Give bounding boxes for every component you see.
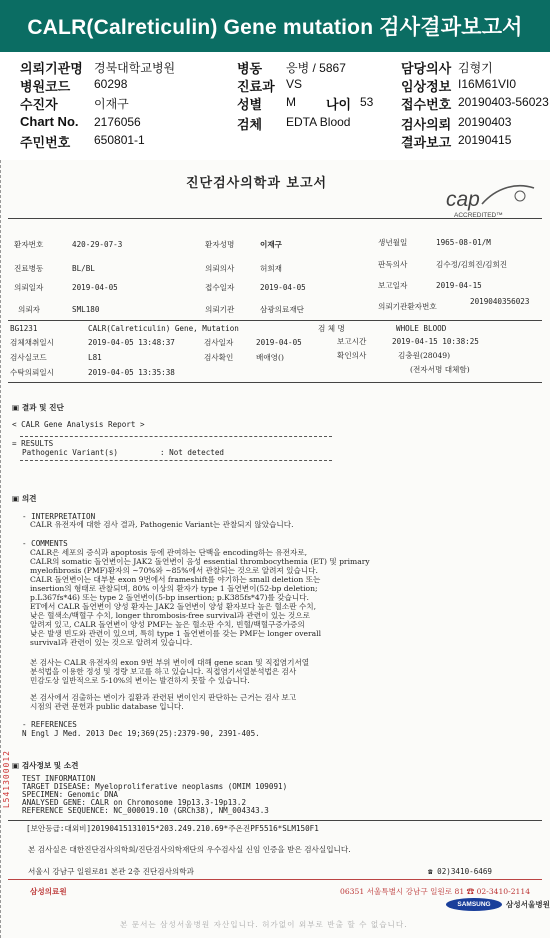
time-value-5: 배애영() [256,353,284,362]
test-info-line: TEST INFORMATION [22,774,96,783]
row4-value2: 삼광의료재단 [260,305,305,314]
label-clinical-info: 임상정보 [401,79,452,94]
info-section-heading: ▣ 검사정보 및 소견 [12,761,79,770]
time-label-1: 검체채취일시 [10,338,55,347]
label-doctor: 담당의사 [401,61,452,76]
time-value-2: 2019-04-05 [256,338,302,347]
label-report-date: 결과보고 [401,135,452,150]
e-signature-note: (전자서명 대체함) [410,365,470,374]
label-collector: 수진자 [20,97,58,112]
time-label-2: 검사일자 [204,338,234,347]
value-chart-no: 2176056 [94,115,141,129]
value-report-date: 20190415 [458,133,512,147]
test-code: BG1231 [10,324,38,333]
label-age: 나이 [326,97,352,112]
row3-label2: 접수일자 [205,283,235,292]
info-rule [8,320,542,321]
test-info-line: ANALYSED GENE: CALR on Chromosome 19p13.3-19p13.2 [22,798,247,807]
time-label-3: 보고시간 [337,337,367,346]
comment-line: 알려져 있고, CALR 돌연변이 양성 PMF는 높은 혈소판 수치, 빈혈/백혈구증가증의 [30,620,305,629]
value-clinical-info: I16M61VI0 [458,77,517,91]
comment-line: 시점의 관련 문헌과 public database 입니다. [30,702,184,711]
label-department: 진료과 [237,79,275,94]
row2-value2: 허희재 [260,264,283,273]
comment-line: 본 검사에서 검출하는 변이가 질환과 관련된 변이인지 판단하는 근거는 검사 보고 [30,693,297,702]
label-hospital-code: 병원코드 [20,79,71,94]
value-request-date: 20190403 [458,115,512,129]
row1-label1: 환자번호 [14,240,44,249]
test-info-line: TARGET DISEASE: Myeloproliferative neoplasms (OMIM 109091) [22,782,288,791]
row4-value3: 2019040356023 [470,297,530,306]
value-ward: 응병 / 5867 [286,61,346,75]
report-heading: 진단검사의학과 보고서 [186,176,328,191]
results-label: = RESULTS [12,439,54,448]
row4-label3: 의뢰기관환자번호 [378,302,437,311]
cap-swoosh-icon [480,184,536,210]
label-institution: 의뢰기관명 [20,61,83,76]
top-rule [8,218,542,219]
issue-line: [보안등급:대외비]20190415131015*203.249.210.69*주온진PF5516*SLM150F1 [26,824,319,833]
footer-brand: 삼성의료원 [30,887,67,896]
comment-line: 본 검사는 CALR 유전자의 exon 9번 부위 변이에 대해 gene scan 및 직접염기서열 [30,658,310,667]
hospital-name: 삼성서울병원 [506,900,550,909]
phone-line: ☎ 02)3410-6469 [428,867,493,876]
analysis-report-heading: < CALR Gene Analysis Report > [12,420,145,429]
comment-line: 낮은 혈색소/백혈구 수치, longer thrombosis-free survival과 관련이 있는 것으로 [30,611,310,620]
opinion-section-heading: ▣ 의견 [12,494,37,503]
times-rule [8,382,542,383]
cap-logo-text: cap [446,188,480,211]
footer-notice: 본 문서는 삼성서울병원 자산입니다. 허가없이 외부로 반출 할 수 없습니다. [120,920,408,929]
label-specimen: 검체 [237,117,263,132]
time-value-3: 2019-04-15 10:38:25 [392,337,479,346]
variant-value: : Not detected [160,448,225,457]
value-specimen: EDTA Blood [286,115,351,129]
interpretation-text: CALR 유전자에 대한 검사 결과, Pathogenic Variant는 관찰되지 않았습니다. [30,520,294,529]
value-resident-no: 650801-1 [94,133,145,147]
row4-label2: 의뢰기관 [205,305,235,314]
row4-label1: 의뢰자 [18,305,41,314]
row3-value3: 2019-04-15 [436,281,482,290]
value-hospital-code: 60298 [94,77,128,91]
label-ward: 병동 [237,61,263,76]
comment-line: 민감도상 일반적으로 5-10%의 변이는 발견하지 못할 수 있습니다. [30,676,250,685]
time-value-6: 김충원(28049) [398,351,451,360]
row1-value3: 1965-08-01/M [436,238,491,247]
row2-value1: BL/BL [72,264,95,273]
comments-label: - COMMENTS [22,539,68,548]
comment-line: survival과 관련이 있는 것으로 알려져 있습니다. [30,638,193,647]
value-receipt-no: 20190403-56023 [458,95,549,109]
row2-label2: 의뢰의사 [205,264,235,273]
row4-value1: SML180 [72,305,100,314]
row3-label3: 보고일자 [378,281,408,290]
time-value-7: 2019-04-05 13:35:38 [88,368,175,377]
report-title: CALR(Calreticulin) Gene mutation 검사결과보고서 [0,0,550,52]
result-section-heading: ▣ 결과 및 진단 [12,403,64,412]
side-barcode-number: L541300012 [2,750,11,809]
label-request-date: 검사의뢰 [401,117,452,132]
time-label-6: 확인의사 [337,351,367,360]
time-value-4: L81 [88,353,102,362]
bottom-rule [8,820,542,821]
label-sex: 성별 [237,97,263,112]
interpretation-label: - INTERPRETATION [22,512,96,521]
test-info-line: SPECIMEN: Genomic DNA [22,790,119,799]
perforation-edge [0,160,5,938]
row3-value1: 2019-04-05 [72,283,118,292]
specimen-value: WHOLE BLOOD [396,324,447,333]
comment-line: 낮은 발생 빈도와 관련이 있으며, 특히 type 1 돌연변이를 갖는 PMF는 longer overall [30,629,322,638]
label-chart-no: Chart No. [20,114,79,129]
row2-label3: 판독의사 [378,260,408,269]
comment-line: ET에서 CALR 돌연변이 양성 환자는 JAK2 돌연변이 양성 환자보다 높은 혈소판 수치, [30,602,317,611]
row1-label3: 생년월일 [378,238,408,247]
address-line: 서울시 강남구 일원로81 본관 2층 진단검사의학과 [28,867,194,876]
specimen-label: 검 체 명 [318,324,345,333]
comment-line: myelofibrosis (PMF)환자의 ~70%와 ~85%에서 관찰되는 것으로 알려져 있습니다. [30,566,318,575]
row3-value2: 2019-04-05 [260,283,306,292]
label-receipt-no: 접수번호 [401,97,452,112]
cap-accredited-text: ACCREDITED™ [454,212,503,219]
value-collector: 이재구 [94,97,129,111]
row3-label1: 의뢰일자 [14,283,44,292]
reference-text: N Engl J Med. 2013 Dec 19;369(25):2379-90, 2391-405. [22,729,260,738]
value-age: 53 [360,95,374,109]
value-sex: M [286,95,296,109]
comment-line: p.L367fs*46) 또는 type 2 돌연변이(5-bp insertion; p.K385fs*47)를 갖습니다. [30,593,309,602]
comment-line: CALR 돌연변이는 대부분 exon 9번에서 frameshift를 야기하는 small deletion 또는 [30,575,321,584]
time-label-4: 검사실코드 [10,353,47,362]
value-doctor: 김형기 [458,61,493,75]
time-label-7: 수탁의뢰일시 [10,368,55,377]
footer-address: 06351 서울특별시 강남구 일원로 81 ☎ 02-3410-2114 [340,887,531,896]
time-label-5: 검사확인 [204,353,234,362]
test-name: CALR(Calreticulin) Gene, Mutation [88,324,239,333]
row1-label2: 환자성명 [205,240,235,249]
dashed-rule [20,436,332,437]
comment-line: CALR은 세포의 증식과 apoptosis 등에 관여하는 단백을 encoding하는 유전자로, [30,548,308,557]
row1-value2: 이재구 [260,240,283,249]
row2-label1: 진료병동 [14,264,44,273]
time-value-1: 2019-04-05 13:48:37 [88,338,175,347]
variant-label: Pathogenic Variant(s) [22,448,119,457]
row2-value3: 김수정/김희진/김희진 [436,260,508,269]
test-info-line: REFERENCE SEQUENCE: NC_000019.10 (GRCh38), NM_004343.3 [22,806,269,815]
references-label: - REFERENCES [22,720,77,729]
comment-line: 분석법을 이용한 정성 및 정량 보고를 하고 있습니다. 직접염기서열분석법은 검사 [30,667,297,676]
scanned-report [0,160,550,938]
dashed-rule [20,460,332,461]
comment-line: insertion의 형태로 관찰되며, 80% 이상의 환자가 type 1 돌연변이(52-bp deletion; [30,584,318,593]
comment-line: CALR의 somatic 돌연변이는 JAK2 돌연변이 음성 essential thrombocythemia (ET) 및 primary [30,557,370,566]
value-institution: 경북대학교병원 [94,61,176,75]
samsung-logo: SAMSUNG [446,898,502,911]
label-resident-no: 주민번호 [20,135,71,150]
row1-value1: 420-29-07-3 [72,240,123,249]
cert-line: 본 검사실은 대한진단검사의학회/진단검사의학재단의 우수검사실 신임 인증을 받은 검사실입니다. [28,845,351,854]
patient-header [0,52,550,158]
value-department: VS [286,77,303,91]
